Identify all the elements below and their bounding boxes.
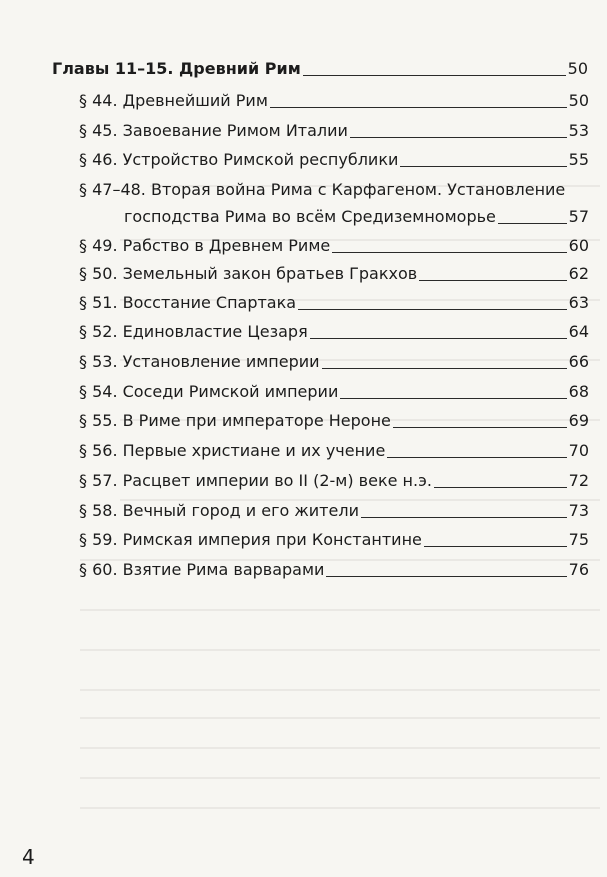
dot-leader — [322, 368, 567, 369]
toc-entry-title-line1: § 47–48. Вторая война Рима с Карфагеном. Установление — [79, 180, 566, 199]
toc-entry-title: § 45. Завоевание Римом Италии — [79, 121, 348, 140]
toc-entry — [79, 381, 589, 403]
toc-entry-page: 73 — [568, 501, 589, 520]
toc-entry-page: 69 — [568, 411, 589, 430]
toc-entry — [79, 321, 589, 343]
toc-entry — [124, 206, 589, 228]
toc-entry-title: § 46. Устройство Римской республики — [79, 150, 399, 169]
toc-entry — [79, 470, 589, 492]
toc-entry-page: 72 — [568, 471, 589, 490]
dot-leader — [424, 546, 567, 547]
toc-entry-page: 63 — [568, 293, 589, 312]
dot-leader — [270, 107, 567, 108]
toc-entry-page: 57 — [568, 207, 589, 226]
chapter-page-number: 50 — [567, 59, 588, 78]
toc-entry — [79, 410, 589, 432]
toc-entry-title: § 52. Единовластие Цезаря — [79, 322, 308, 341]
dot-leader — [387, 457, 566, 458]
toc-entry-title: § 56. Первые христиане и их учение — [79, 441, 386, 460]
dot-leader — [498, 223, 567, 224]
toc-entry-title: § 60. Взятие Рима варварами — [79, 560, 325, 579]
toc-entry-page: 68 — [568, 382, 589, 401]
toc-entry-title: § 49. Рабство в Древнем Риме — [79, 236, 331, 255]
toc-entry — [79, 559, 589, 581]
toc-entry — [79, 90, 589, 112]
toc-entry — [79, 292, 589, 314]
dot-leader — [393, 427, 567, 428]
toc-entry — [79, 529, 589, 551]
dot-leader — [350, 137, 567, 138]
toc-entry-page: 76 — [568, 560, 589, 579]
toc-entry-page: 70 — [568, 441, 589, 460]
toc-entry-title: § 51. Восстание Спартака — [79, 293, 297, 312]
toc-entry-page: 66 — [568, 352, 589, 371]
toc-entry — [79, 351, 589, 373]
dot-leader — [298, 309, 567, 310]
toc-entry — [79, 149, 589, 171]
chapter-title: Главы 11–15. Древний Рим — [52, 59, 301, 78]
toc-entry — [79, 263, 589, 285]
dot-leader — [340, 398, 566, 399]
toc-entry-title: § 59. Римская империя при Константине — [79, 530, 422, 549]
toc-entry — [79, 500, 589, 522]
dot-leader — [400, 166, 566, 167]
toc-entry-page: 62 — [568, 264, 589, 283]
toc-entry-title: § 50. Земельный закон братьев Гракхов — [79, 264, 418, 283]
toc-entry-page: 60 — [568, 236, 589, 255]
toc-entry — [79, 120, 589, 142]
toc-entry-page: 64 — [568, 322, 589, 341]
dot-leader — [434, 487, 567, 488]
toc-entry — [79, 440, 589, 462]
dot-leader — [310, 338, 567, 339]
toc-entry-title: § 58. Вечный город и его жители — [79, 501, 359, 520]
toc-entry-title: § 57. Расцвет империи во II (2-м) веке н.э. — [79, 471, 432, 490]
dot-leader — [361, 517, 567, 518]
toc-entry-title: § 54. Соседи Римской империи — [79, 382, 339, 401]
dot-leader — [303, 75, 566, 76]
toc-entry-page: 53 — [568, 121, 589, 140]
toc-entry-title: § 53. Установление империи — [79, 352, 320, 371]
toc-entry-title: § 55. В Риме при императоре Нероне — [79, 411, 391, 430]
dot-leader — [332, 252, 566, 253]
toc-entry-page: 50 — [568, 91, 589, 110]
page-folio-number: 4 — [22, 845, 35, 869]
dot-leader — [419, 280, 566, 281]
toc-entry-page: 55 — [568, 150, 589, 169]
dot-leader — [326, 576, 566, 577]
toc-chapter-heading — [52, 58, 588, 80]
toc-entry-title: § 44. Древнейший Рим — [79, 91, 268, 110]
toc-entry — [79, 235, 589, 257]
toc-entry-page: 75 — [568, 530, 589, 549]
toc-entry-title-line2: господства Рима во всём Средиземноморье — [124, 207, 496, 226]
